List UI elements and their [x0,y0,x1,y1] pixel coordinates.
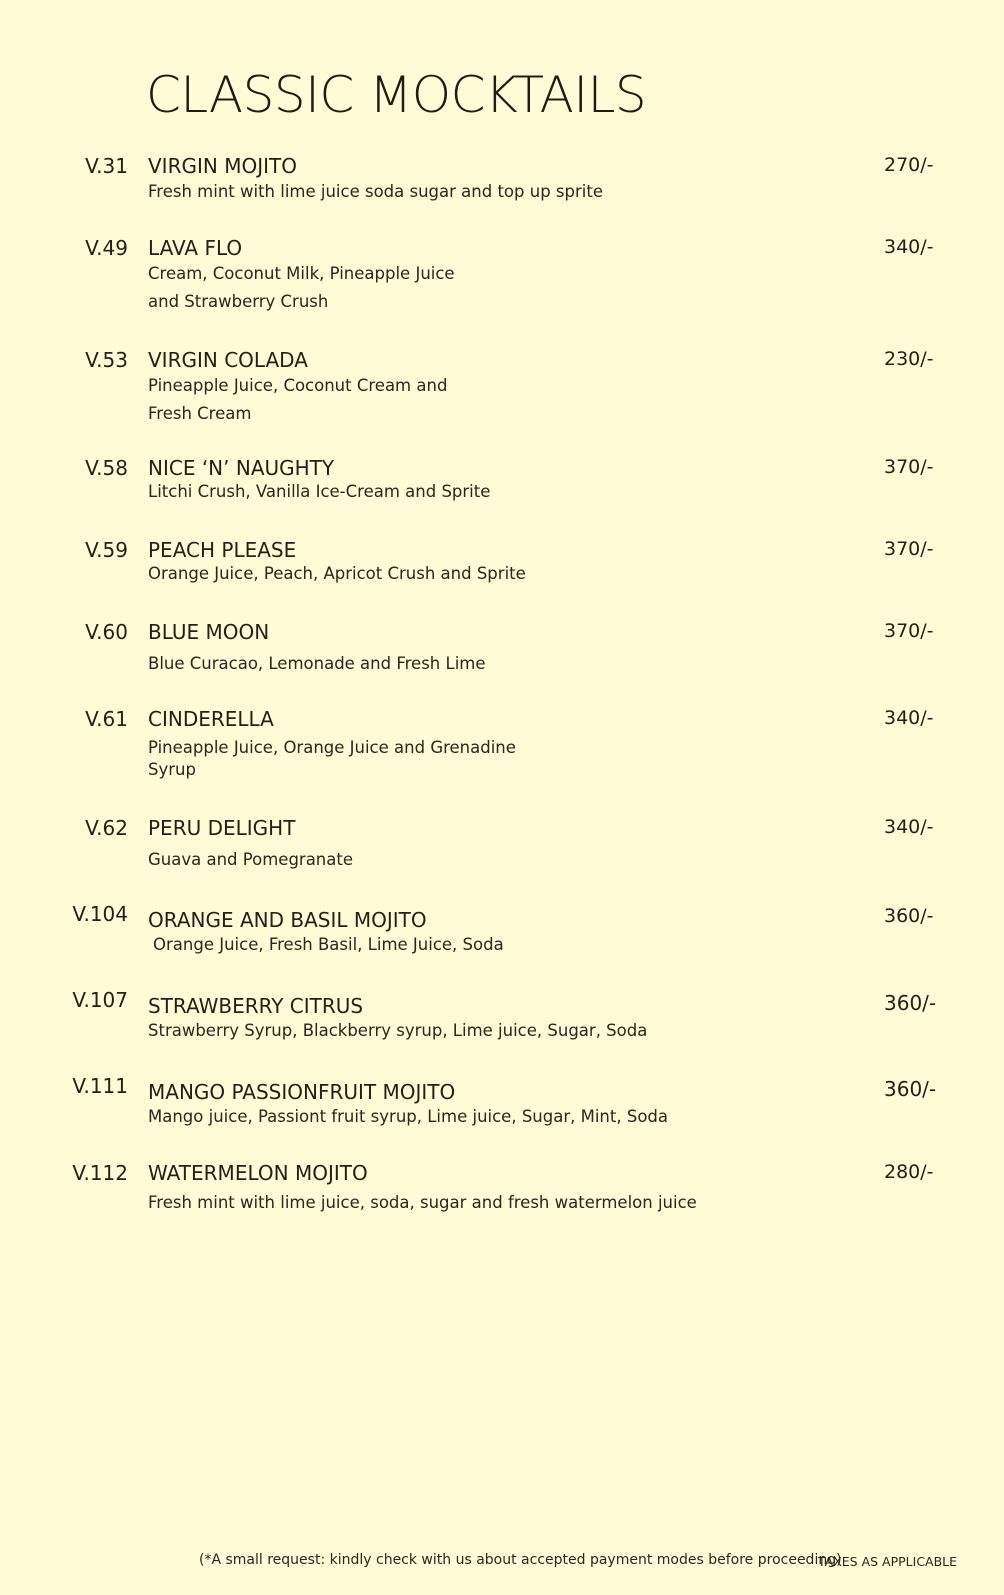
item-code: V.107 [72,988,128,1012]
item-description [148,478,708,506]
item-description [148,1017,708,1045]
item-price: 340/- [884,816,934,838]
item-code: V.59 [85,538,128,562]
item-price: 360/- [884,905,934,927]
item-description [148,650,708,678]
item-price: 230/- [884,348,934,370]
item-price: 340/- [884,707,934,729]
item-name: MANGO PASSIONFRUIT MOJITO [148,1080,456,1104]
item-code: V.49 [85,236,128,260]
item-name: LAVA FLO [148,236,243,260]
item-name: VIRGIN MOJITO [148,154,297,178]
item-name: WATERMELON MOJITO [148,1161,368,1185]
description-line: Cream, Coconut Milk, Pineapple Juice [148,264,455,283]
item-description [148,737,708,781]
item-code: V.58 [85,456,128,480]
item-price: 340/- [884,236,934,258]
item-description [148,560,708,588]
item-code: V.62 [85,816,128,840]
description-line: Fresh mint with lime juice, soda, sugar and fresh watermelon juice [148,1193,697,1212]
item-code: V.111 [72,1074,128,1098]
item-description [148,372,708,428]
item-price: 370/- [884,620,934,642]
item-code: V.104 [72,902,128,926]
description-line: Syrup [148,760,196,779]
payment-note: (*A small request: kindly check with us about accepted payment modes before proceeding) [199,1552,842,1568]
item-price: 360/- [884,1077,937,1101]
item-description [153,931,713,959]
item-name: NICE ‘N’ NAUGHTY [148,456,335,480]
item-code: V.61 [85,707,128,731]
description-line: Blue Curacao, Lemonade and Fresh Lime [148,654,486,673]
description-line: Fresh Cream [148,404,252,423]
description-line: Orange Juice, Peach, Apricot Crush and Sprite [148,564,526,583]
description-line: Litchi Crush, Vanilla Ice-Cream and Sprite [148,482,491,501]
item-code: V.53 [85,348,128,372]
description-line: Orange Juice, Fresh Basil, Lime Juice, Soda [153,935,504,954]
item-name: BLUE MOON [148,620,270,644]
item-name: CINDERELLA [148,707,274,731]
taxes-note: TAXES AS APPLICABLE [818,1554,958,1569]
description-line: Fresh mint with lime juice soda sugar and top up sprite [148,182,603,201]
item-name: ORANGE AND BASIL MOJITO [148,908,427,932]
item-name: STRAWBERRY CITRUS [148,994,364,1018]
item-code: V.112 [72,1161,128,1185]
description-line: Guava and Pomegranate [148,850,354,869]
description-line: Pineapple Juice, Coconut Cream and [148,376,448,395]
item-price: 270/- [884,154,934,176]
description-line: Strawberry Syrup, Blackberry syrup, Lime juice, Sugar, Soda [148,1021,648,1040]
description-line: Mango juice, Passiont fruit syrup, Lime juice, Sugar, Mint, Soda [148,1107,668,1126]
item-code: V.31 [85,154,128,178]
item-description [148,846,708,874]
item-name: VIRGIN COLADA [148,348,308,372]
description-line: and Strawberry Crush [148,292,329,311]
item-price: 360/- [884,991,937,1015]
item-name: PERU DELIGHT [148,816,296,840]
item-name: PEACH PLEASE [148,538,297,562]
item-description [148,1103,708,1131]
item-price: 370/- [884,456,934,478]
description-line: Pineapple Juice, Orange Juice and Grenadine [148,738,516,757]
item-price: 280/- [884,1161,934,1183]
item-description [148,260,708,316]
page-title: CLASSIC MOCKTAILS [146,66,647,124]
item-price: 370/- [884,538,934,560]
item-code: V.60 [85,620,128,644]
item-description [148,1189,708,1217]
item-description [148,178,708,206]
